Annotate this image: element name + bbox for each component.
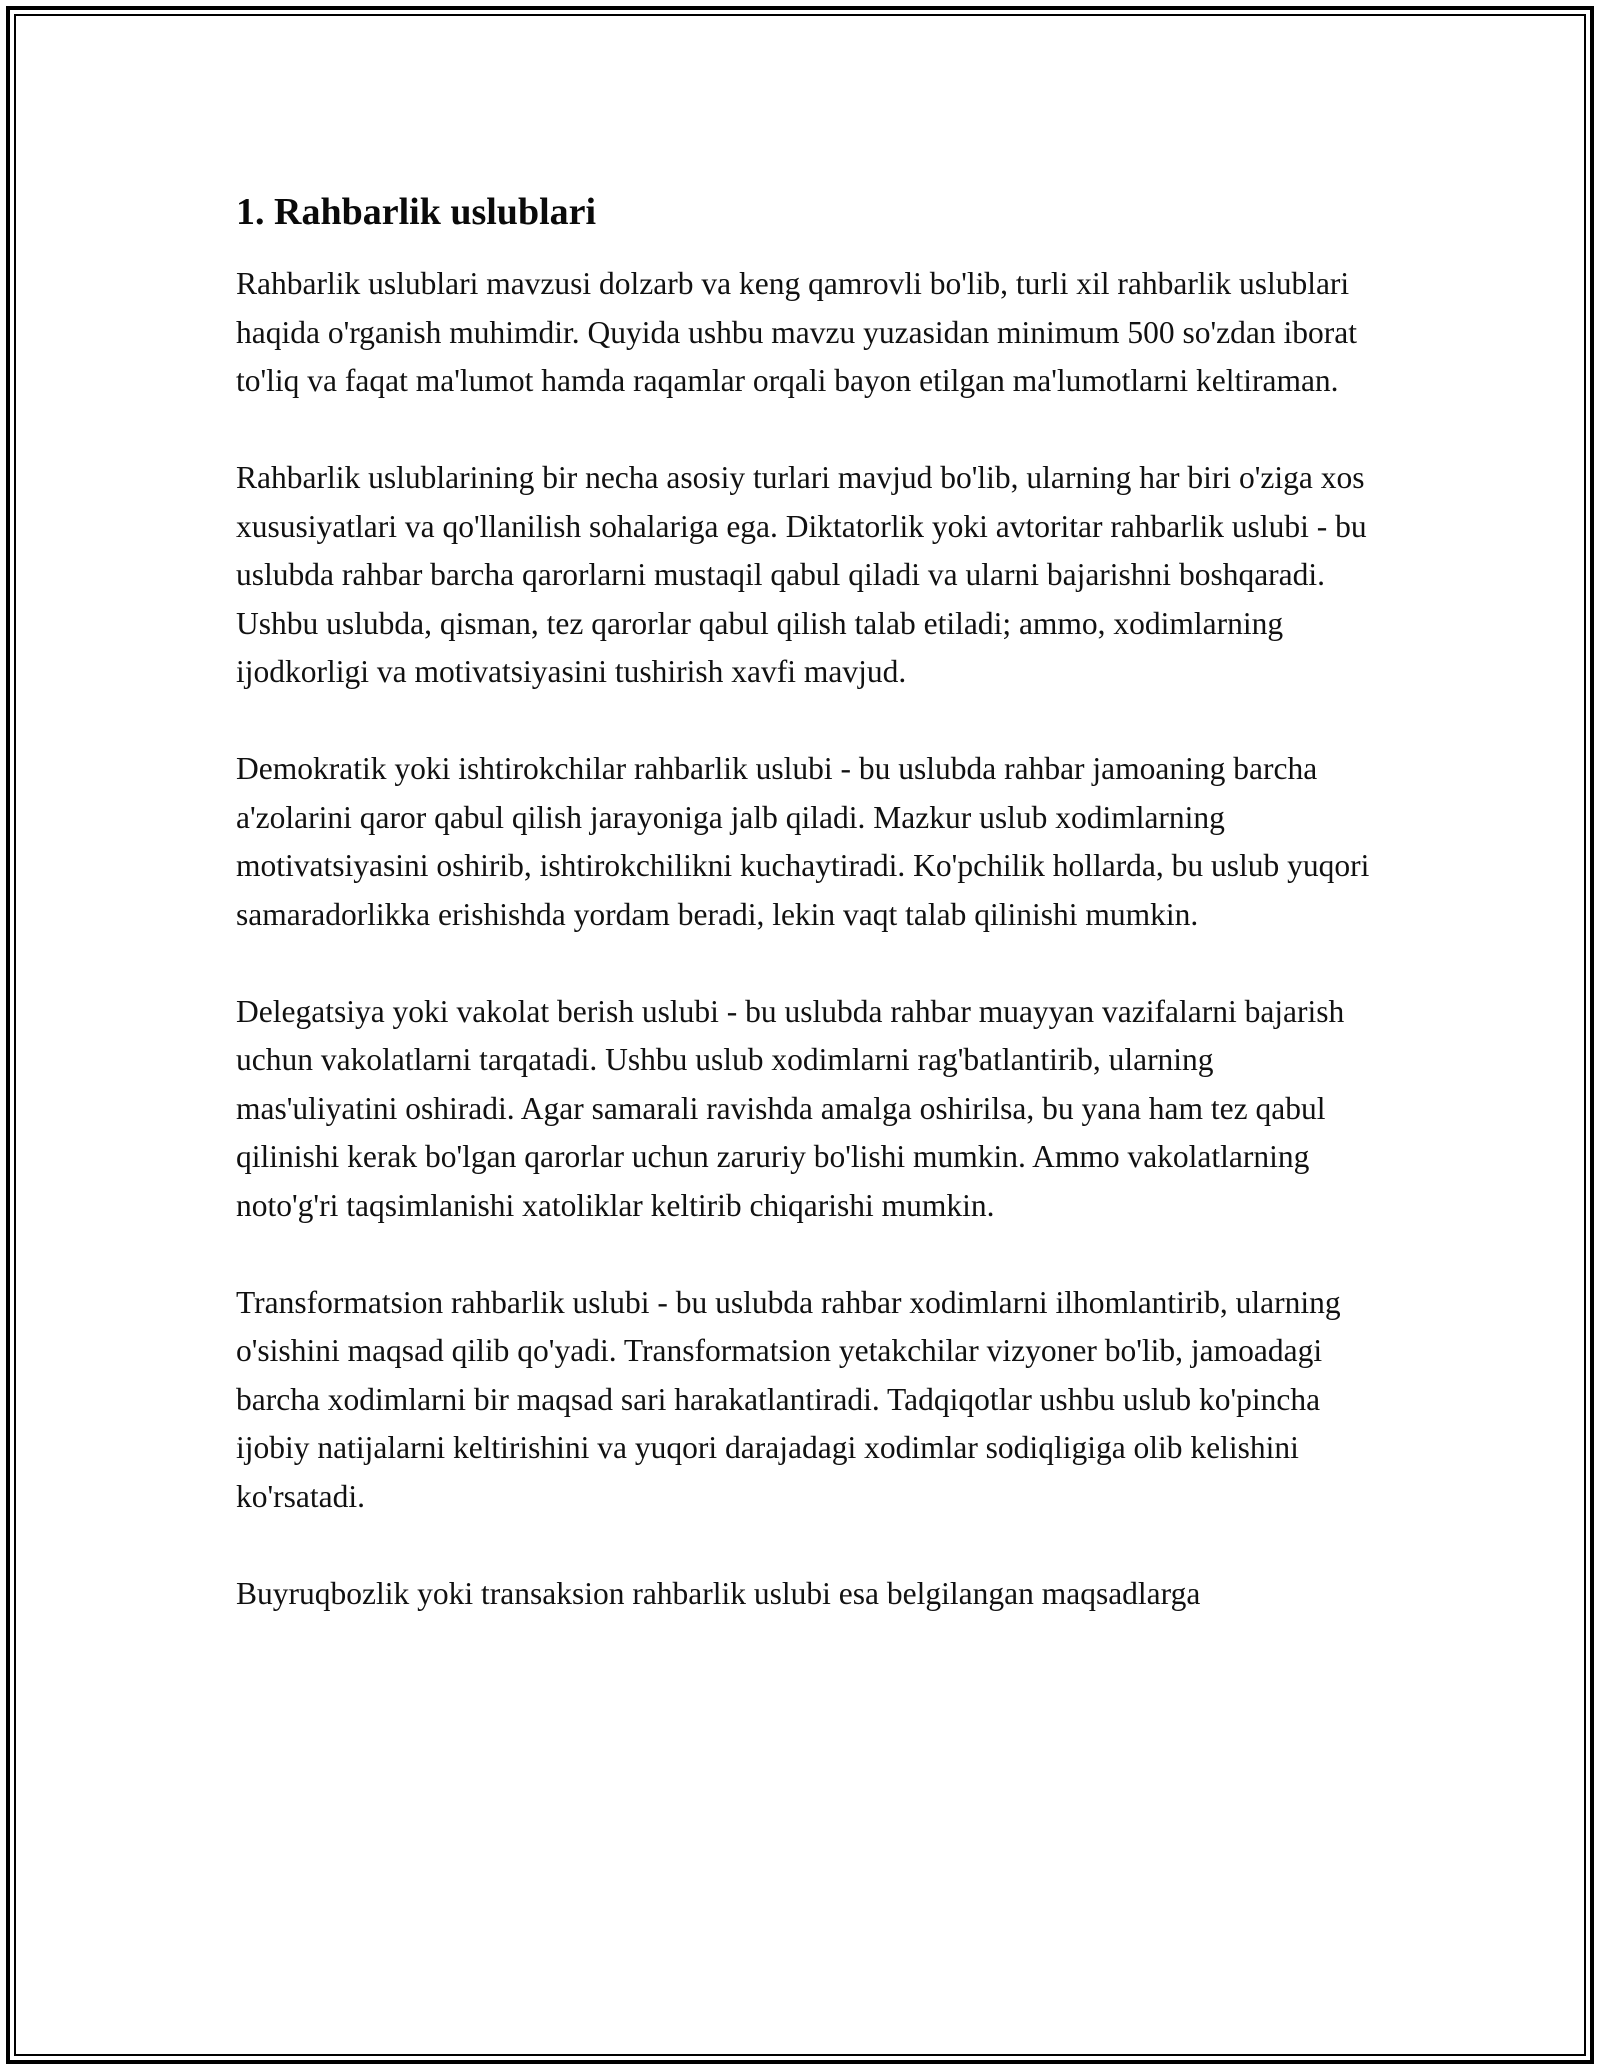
paragraph-delegation-style: Delegatsiya yoki vakolat berish uslubi - bu uslubda rahbar muayyan vazifalarni bajarish uchun vakolatlarni tarqatadi. Ushbu uslub xodimlarni rag'batlantirib, ularning mas'uliyatini oshiradi. Agar samarali ravishda amalga oshirilsa, bu yana ham tez qabul qilinishi kerak bo'lgan qarorlar uchun zaruriy bo'lishi mumkin. Ammo vakolatlarning noto'g'ri taqsimlanishi xatoliklar keltirib chiqarishi mumkin. (236, 993, 1345, 1223)
section-heading: 1. Rahbarlik uslublari (236, 191, 597, 233)
document-body (236, 186, 1376, 1618)
paragraph-intro: Rahbarlik uslublari mavzusi dolzarb va keng qamrovli bo'lib, turli xil rahbarlik uslublari haqida o'rganish muhimdir. Quyida ushbu mavzu yuzasidan minimum 500 so'zdan iborat to'liq va faqat ma'lumot hamda raqamlar orqali bayon etilgan ma'lumotlarni keltiraman. (236, 266, 1357, 398)
paragraph-democratic-style: Demokratik yoki ishtirokchilar rahbarlik uslubi - bu uslubda rahbar jamoaning barcha a'zolarini qaror qabul qilish jarayoniga jalb qiladi. Mazkur uslub xodimlarning motivatsiyasini oshirib, ishtirokchilikni kuchaytiradi. Ko'pchilik hollarda, bu uslub yuqori samaradorlikka erishishda yordam beradi, lekin vaqt talab qilinishi mumkin. (236, 751, 1370, 932)
paragraph-authoritarian-style: Rahbarlik uslublarining bir necha asosiy turlari mavjud bo'lib, ularning har biri o'ziga xos xususiyatlari va qo'llanilish sohalariga ega. Diktatorlik yoki avtoritar rahbarlik uslubi - bu uslubda rahbar barcha qarorlarni mustaqil qabul qiladi va ularni bajarishni boshqaradi. Ushbu uslubda, qisman, tez qarorlar qabul qilish talab etiladi; ammo, xodimlarning ijodkorligi va motivatsiyasini tushirish xavfi mavjud. (236, 460, 1367, 689)
paragraph-transformational-style: Transformatsion rahbarlik uslubi - bu uslubda rahbar xodimlarni ilhomlantirib, ularning o'sishini maqsad qilib qo'yadi. Transformatsion yetakchilar vizyoner bo'lib, jamoadagi barcha xodimlarni bir maqsad sari harakatlantiradi. Tadqiqotlar ushbu uslub ko'pincha ijobiy natijalarni keltirishini va yuqori darajadagi xodimlar sodiqligiga olib kelishini ko'rsatadi. (236, 1284, 1341, 1514)
paragraph-transactional-style: Buyruqbozlik yoki transaksion rahbarlik uslubi esa belgilangan maqsadlarga (236, 1575, 1201, 1611)
